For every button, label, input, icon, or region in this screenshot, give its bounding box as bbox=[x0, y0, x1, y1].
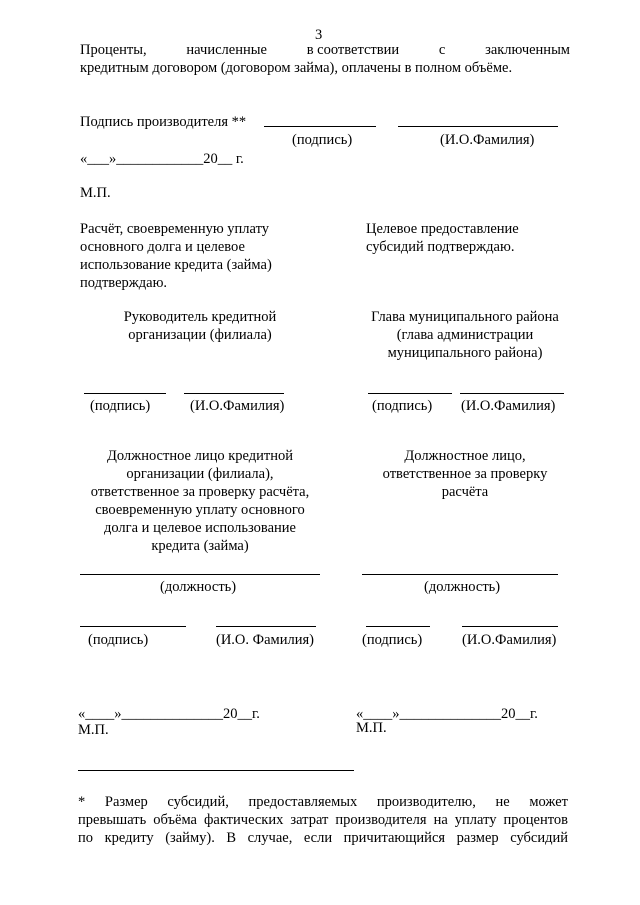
title-line: Глава муниципального района bbox=[371, 309, 559, 325]
district-official-position-caption: (должность) bbox=[424, 579, 501, 595]
bank-head-name-caption: (И.О.Фамилия) bbox=[190, 398, 285, 414]
district-official-sign-line[interactable] bbox=[366, 626, 430, 627]
title-line: расчёта bbox=[441, 484, 489, 500]
district-official-name-line[interactable] bbox=[462, 626, 558, 627]
bank-head-sign-line[interactable] bbox=[84, 393, 166, 394]
footnote-line: по кредиту (займу). В случае, если причитающийся размер субсидий bbox=[78, 830, 568, 846]
bank-official-stamp: М.П. bbox=[78, 722, 109, 738]
footnote bbox=[78, 793, 568, 847]
intro-word: начисленные bbox=[186, 42, 267, 58]
district-official-stamp: М.П. bbox=[356, 720, 387, 736]
producer-name-caption: (И.О.Фамилия) bbox=[440, 132, 535, 148]
district-official-name-caption: (И.О.Фамилия) bbox=[462, 632, 557, 648]
bank-official-date-field[interactable]: «____»______________20__г. bbox=[78, 706, 260, 722]
footnote-line: превышать объёма фактических затрат производителя на уплату процентов bbox=[78, 812, 568, 828]
title-line: Должностное лицо, bbox=[404, 448, 526, 464]
left-confirmation bbox=[80, 220, 320, 292]
title-line: ответственное за проверку bbox=[382, 466, 548, 482]
title-line: ответственное за проверку расчёта, bbox=[90, 484, 310, 500]
district-official-sign-caption: (подпись) bbox=[362, 632, 423, 648]
district-official-position-line[interactable] bbox=[362, 574, 558, 575]
producer-signature-label: Подпись производителя ** bbox=[80, 114, 247, 130]
confirm-line: Целевое предоставление bbox=[366, 221, 519, 237]
title-line: (глава администрации bbox=[396, 327, 534, 343]
bank-head-name-line[interactable] bbox=[184, 393, 284, 394]
district-official-title bbox=[350, 447, 580, 501]
page-number: 3 bbox=[315, 27, 323, 43]
bank-official-position-caption: (должность) bbox=[160, 579, 237, 595]
title-line: долга и целевое использование bbox=[104, 520, 296, 536]
intro-line-2: кредитным договором (договором займа), оплачены в полном объёме. bbox=[80, 60, 513, 76]
intro-word: с bbox=[438, 42, 446, 58]
bank-head-sign-caption: (подпись) bbox=[90, 398, 151, 414]
producer-sign-line[interactable] bbox=[264, 126, 376, 127]
title-line: организации (филиала), bbox=[126, 466, 274, 482]
producer-stamp: М.П. bbox=[80, 185, 111, 201]
footnote-separator bbox=[78, 770, 354, 771]
bank-official-name-line[interactable] bbox=[216, 626, 316, 627]
title-line: Руководитель кредитной bbox=[123, 309, 277, 325]
title-line: своевременную уплату основного bbox=[95, 502, 305, 518]
title-line: кредита (займа) bbox=[151, 538, 249, 554]
producer-date-field[interactable]: «___»____________20__ г. bbox=[80, 151, 244, 167]
bank-official-sign-caption: (подпись) bbox=[88, 632, 149, 648]
district-head-title bbox=[350, 308, 580, 362]
district-official-date-field[interactable]: «____»______________20__г. bbox=[356, 706, 538, 722]
title-line: организации (филиала) bbox=[128, 327, 272, 343]
producer-sign-caption: (подпись) bbox=[292, 132, 353, 148]
confirm-line: использование кредита (займа) bbox=[80, 257, 272, 273]
intro-word: заключенным bbox=[485, 42, 570, 58]
title-line: Должностное лицо кредитной bbox=[106, 448, 293, 464]
district-head-sign-caption: (подпись) bbox=[372, 398, 433, 414]
footnote-line: * Размер субсидий, предоставляемых производителю, не может bbox=[78, 794, 568, 810]
intro-word: в соответствии bbox=[306, 42, 400, 58]
confirm-line: основного долга и целевое bbox=[80, 239, 245, 255]
district-head-sign-line[interactable] bbox=[368, 393, 452, 394]
confirm-line: Расчёт, своевременную уплату bbox=[80, 221, 269, 237]
district-head-name-caption: (И.О.Фамилия) bbox=[461, 398, 556, 414]
intro-line-1 bbox=[80, 41, 570, 59]
bank-official-name-caption: (И.О. Фамилия) bbox=[216, 632, 314, 648]
bank-head-title bbox=[80, 308, 320, 344]
right-confirmation bbox=[366, 220, 586, 256]
bank-official-sign-line[interactable] bbox=[80, 626, 186, 627]
title-line: муниципального района) bbox=[387, 345, 543, 361]
bank-official-position-line[interactable] bbox=[80, 574, 320, 575]
intro-word: Проценты, bbox=[80, 42, 147, 58]
bank-official-title bbox=[70, 447, 330, 555]
confirm-line: подтверждаю. bbox=[80, 275, 168, 291]
confirm-line: субсидий подтверждаю. bbox=[366, 239, 515, 255]
district-head-name-line[interactable] bbox=[460, 393, 564, 394]
producer-name-line[interactable] bbox=[398, 126, 558, 127]
